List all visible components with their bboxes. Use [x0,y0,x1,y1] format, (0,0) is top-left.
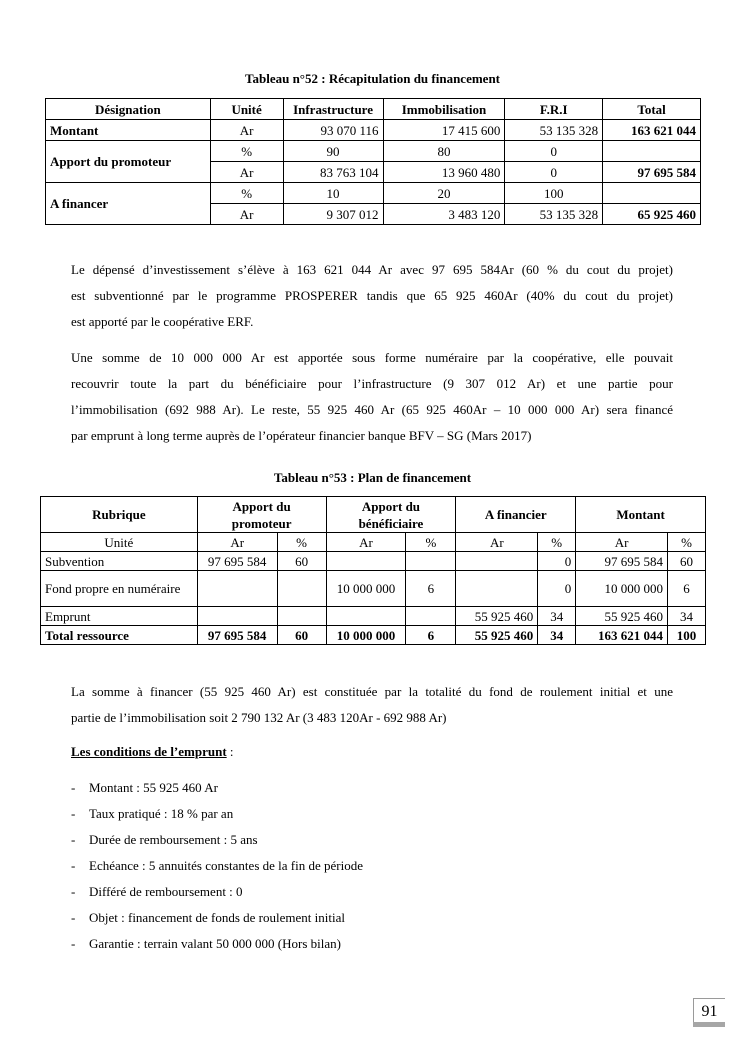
t52-financer-ar-unit: Ar [210,204,283,225]
paragraph-contribution [71,345,673,449]
para2-line3: l’immobilisation (692 988 Ar). Le reste, 55 925 460 Ar (65 925 460Ar – 10 000 000 Ar) sera financé [71,402,673,417]
t53-emprunt-ap-pct [277,607,326,626]
t53-subvention-m-ar: 97 695 584 [576,552,668,571]
t53-fond-label: Fond propre en numéraire [41,571,198,607]
t52-apport-ar-unit: Ar [210,162,283,183]
para1-line2: est subventionné par le programme PROSPERER tandis que 65 925 460Ar (40% du cout du projet) [71,288,673,303]
list-dash: - [71,806,76,821]
t53-subvention-ab-pct [406,552,456,571]
conditions-title-suffix: : [226,744,234,759]
t52-header-immobilisation: Immobilisation [383,99,505,120]
list-dash: - [71,832,76,847]
t53-fond-ap-ar [197,571,277,607]
t53-total-ap-pct: 60 [277,626,326,645]
t53-total-m-pct: 100 [668,626,706,645]
para2-line1: Une somme de 10 000 000 Ar est apportée sous forme numéraire par la coopérative, elle pouvait [71,350,673,365]
t53-unit-ar2: Ar [326,533,406,552]
t53-header-apport-beneficiaire: Apport du bénéficiaire [326,497,456,533]
condition-echeance: Echéance : 5 annuités constantes de la fin de période [89,858,363,873]
t52-row-financer-pct [46,183,701,204]
t52-apport-pct-immo: 80 [383,141,505,162]
t52-apport-ar-infra: 83 763 104 [283,162,383,183]
t53-unit-ar1: Ar [197,533,277,552]
t53-row-emprunt [41,607,706,626]
t52-montant-immo: 17 415 600 [383,120,505,141]
t52-apport-ar-total: 97 695 584 [603,162,701,183]
t52-row-montant [46,120,701,141]
t53-emprunt-ap-ar [197,607,277,626]
list-item [71,908,363,934]
t52-montant-fri: 53 135 328 [505,120,603,141]
t53-subvention-m-pct: 60 [668,552,706,571]
t53-unit-pct3: % [538,533,576,552]
table52 [45,98,701,225]
t52-financer-pct-immo: 20 [383,183,505,204]
page-number: 91 [693,998,725,1023]
t53-subvention-af-ar [456,552,538,571]
condition-duree: Durée de remboursement : 5 ans [89,832,258,847]
condition-objet: Objet : financement de fonds de roulement initial [89,910,345,925]
t53-emprunt-m-pct: 34 [668,607,706,626]
t52-apport-pct-infra: 90 [283,141,383,162]
t53-header-apport-promoteur: Apport du promoteur [197,497,326,533]
paragraph-investment [71,257,673,335]
list-item [71,882,363,908]
t52-montant-unit: Ar [210,120,283,141]
t53-unit-ar3: Ar [456,533,538,552]
t52-montant-total: 163 621 044 [603,120,701,141]
t52-apport-pct-unit: % [210,141,283,162]
t52-montant-infra: 93 070 116 [283,120,383,141]
list-dash: - [71,780,76,795]
para3-line2: partie de l’immobilisation soit 2 790 132 Ar (3 483 120Ar - 692 988 Ar) [71,710,447,725]
t52-montant-label: Montant [46,120,211,141]
t53-emprunt-ab-ar [326,607,406,626]
t53-unit-pct1: % [277,533,326,552]
t53-subvention-af-pct: 0 [538,552,576,571]
t53-header-a-financer: A financier [456,497,576,533]
list-dash: - [71,884,76,899]
t52-financer-pct-total [603,183,701,204]
para2-line4: par emprunt à long terme auprès de l’opérateur financier banque BFV – SG (Mars 2017) [71,428,532,443]
para2-line2: recouvrir toute la part du bénéficiaire pour l’infrastructure (9 307 012 Ar) et une partie pour [71,376,673,391]
t52-financer-ar-infra: 9 307 012 [283,204,383,225]
t53-header-row [41,497,706,533]
conditions-heading [71,744,234,760]
condition-garantie: Garantie : terrain valant 50 000 000 (Hors bilan) [89,936,341,951]
t52-row-apport-pct [46,141,701,162]
t52-header-infrastructure: Infrastructure [283,99,383,120]
t53-row-subvention [41,552,706,571]
t53-subvention-ab-ar [326,552,406,571]
t53-fond-af-pct: 0 [538,571,576,607]
t52-apport-label: Apport du promoteur [46,141,211,183]
t53-header-rubrique: Rubrique [41,497,198,533]
t53-total-label: Total ressource [41,626,198,645]
paragraph-sum-to-finance [71,679,673,731]
t52-financer-pct-unit: % [210,183,283,204]
t53-unit-label: Unité [41,533,198,552]
t53-emprunt-m-ar: 55 925 460 [576,607,668,626]
table53 [40,496,706,645]
t53-row-total [41,626,706,645]
list-item [71,778,363,804]
condition-montant: Montant : 55 925 460 Ar [89,780,218,795]
t52-financer-ar-total: 65 925 460 [603,204,701,225]
t52-apport-ar-immo: 13 960 480 [383,162,505,183]
t53-emprunt-af-ar: 55 925 460 [456,607,538,626]
t53-fond-ab-pct: 6 [406,571,456,607]
conditions-title: Les conditions de l’emprunt [71,744,227,759]
t53-total-m-ar: 163 621 044 [576,626,668,645]
t52-apport-pct-fri: 0 [505,141,603,162]
t53-fond-af-ar [456,571,538,607]
para3-line1: La somme à financer (55 925 460 Ar) est constituée par la totalité du fond de roulement initial et une [71,684,673,699]
t53-fond-m-pct: 6 [668,571,706,607]
para1-line3: est apporté par le coopérative ERF. [71,314,254,329]
t52-financer-label: A financer [46,183,211,225]
t53-fond-m-ar: 10 000 000 [576,571,668,607]
t53-fond-ap-pct [277,571,326,607]
t52-header-designation: Désignation [46,99,211,120]
condition-differe: Différé de remboursement : 0 [89,884,243,899]
t53-emprunt-ab-pct [406,607,456,626]
t53-total-ab-ar: 10 000 000 [326,626,406,645]
t53-subvention-label: Subvention [41,552,198,571]
list-dash: - [71,910,76,925]
list-dash: - [71,858,76,873]
t53-emprunt-af-pct: 34 [538,607,576,626]
t53-total-af-ar: 55 925 460 [456,626,538,645]
t53-unit-pct4: % [668,533,706,552]
page-number-bar [693,1022,725,1027]
t53-header-montant: Montant [576,497,706,533]
list-item [71,856,363,882]
t53-fond-ab-ar: 10 000 000 [326,571,406,607]
t53-subvention-ap-pct: 60 [277,552,326,571]
table53-caption: Tableau n°53 : Plan de financement [273,470,472,485]
t53-total-ab-pct: 6 [406,626,456,645]
t52-financer-pct-infra: 10 [283,183,383,204]
table52-header-row [46,99,701,120]
condition-taux: Taux pratiqué : 18 % par an [89,806,234,821]
t52-financer-ar-immo: 3 483 120 [383,204,505,225]
table52-caption: Tableau n°52 : Récapitulation du financement [245,71,500,86]
t52-financer-ar-fri: 53 135 328 [505,204,603,225]
t52-financer-pct-fri: 100 [505,183,603,204]
list-item [71,804,363,830]
t53-unit-pct2: % [406,533,456,552]
t52-apport-ar-fri: 0 [505,162,603,183]
t53-unit-row [41,533,706,552]
t52-apport-pct-total [603,141,701,162]
t52-header-total: Total [603,99,701,120]
t52-header-unite: Unité [210,99,283,120]
list-item [71,934,363,960]
t52-header-fri: F.R.I [505,99,603,120]
t53-total-af-pct: 34 [538,626,576,645]
list-item [71,830,363,856]
para1-line1: Le dépensé d’investissement s’élève à 163 621 044 Ar avec 97 695 584Ar (60 % du cout du projet) [71,262,673,277]
t53-unit-ar4: Ar [576,533,668,552]
t53-row-fond-propre [41,571,706,607]
t53-emprunt-label: Emprunt [41,607,198,626]
list-dash: - [71,936,76,951]
t53-subvention-ap-ar: 97 695 584 [197,552,277,571]
t53-total-ap-ar: 97 695 584 [197,626,277,645]
conditions-list [71,778,363,960]
